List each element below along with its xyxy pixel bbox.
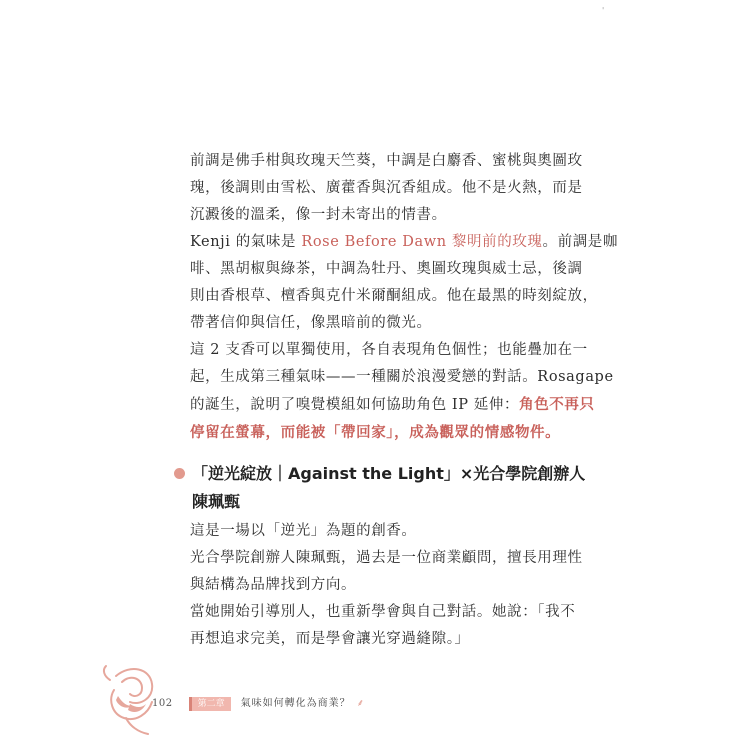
text-segment: 沉澱後的溫柔，像一封未寄出的情書。 xyxy=(190,207,447,223)
text-line xyxy=(190,283,598,310)
text-line xyxy=(190,391,595,419)
text-line xyxy=(190,518,570,545)
text-line xyxy=(190,545,583,572)
section-text xyxy=(190,518,583,653)
chapter-badge: 第二章 xyxy=(189,697,231,711)
paragraph xyxy=(190,337,614,447)
highlighted-text: 角色不再只 xyxy=(519,396,595,413)
page-footer xyxy=(152,695,364,713)
text-segment: 前調是佛手柑與玫瑰天竺葵，中調是白麝香、蜜桃與奧圖玫 xyxy=(190,153,583,169)
text-line xyxy=(190,337,588,364)
text-line xyxy=(190,572,570,599)
flourish-icon: ⸙ xyxy=(356,698,365,709)
text-line xyxy=(190,229,618,256)
paragraph xyxy=(190,148,583,229)
text-segment: 瑰，後調則由雪松、廣藿香與沉香組成。他不是火熱，而是 xyxy=(190,180,583,196)
text-segment: Kenji 的氣味是 xyxy=(190,234,302,250)
text-segment: 光合學院創辦人陳珮甄，過去是一位商業顧問，擅長用理性 xyxy=(190,550,583,566)
text-segment: 當她開始引導別人，也重新學會與自己對話。她說：「我不 xyxy=(190,604,576,620)
heading-line-1: 「逆光綻放｜Against the Light」×光合學院創辦人 xyxy=(192,464,586,483)
heading-bullet-icon xyxy=(174,468,185,479)
text-line xyxy=(190,256,583,283)
text-segment: 與結構為品牌找到方向。 xyxy=(190,577,357,593)
text-line xyxy=(190,175,583,202)
paragraph xyxy=(190,599,576,653)
page-number: 102 xyxy=(152,698,173,709)
text-line xyxy=(190,202,570,229)
text-segment: 則由香根草、檀香與克什米爾酮組成。他在最黑的時刻綻放， xyxy=(190,288,598,304)
paragraph xyxy=(190,229,618,337)
text-line xyxy=(190,310,570,337)
text-line xyxy=(190,419,570,447)
corner-mark: ' xyxy=(602,6,605,15)
section-heading xyxy=(174,460,594,516)
text-segment: 這是一場以「逆光」為題的創香。 xyxy=(190,523,417,539)
text-segment: 。前調是咖 xyxy=(542,234,618,250)
highlighted-text: 停留在螢幕，而能被「帶回家」，成為觀眾的情感物件。 xyxy=(190,424,561,441)
paragraph xyxy=(190,518,570,545)
text-segment: 再想追求完美，而是學會讓光穿過縫隙。」 xyxy=(190,631,470,647)
text-segment: 帶著信仰與信任，像黑暗前的微光。 xyxy=(190,315,432,331)
text-segment: 的誕生，說明了嗅覺模組如何協助角色 IP 延伸： xyxy=(190,397,520,413)
body-text xyxy=(190,148,618,447)
heading-line-2: 陳珮甄 xyxy=(192,492,241,511)
text-segment: 啡、黑胡椒與綠茶，中調為牡丹、奧圖玫瑰與威士忌，後調 xyxy=(190,261,583,277)
text-line xyxy=(190,626,570,653)
text-line xyxy=(190,148,583,175)
highlighted-text: Rose Before Dawn 黎明前的玫瑰 xyxy=(301,234,543,250)
text-segment: 起，生成第三種氣味——一種關於浪漫愛戀的對話。Rosagape xyxy=(190,369,614,385)
text-line xyxy=(190,364,614,391)
text-segment: 這 2 支香可以單獨使用，各自表現角色個性；也能疊加在一 xyxy=(190,342,588,358)
text-line xyxy=(190,599,576,626)
chapter-title: 氣味如何轉化為商業？ xyxy=(240,698,351,709)
paragraph xyxy=(190,545,583,599)
